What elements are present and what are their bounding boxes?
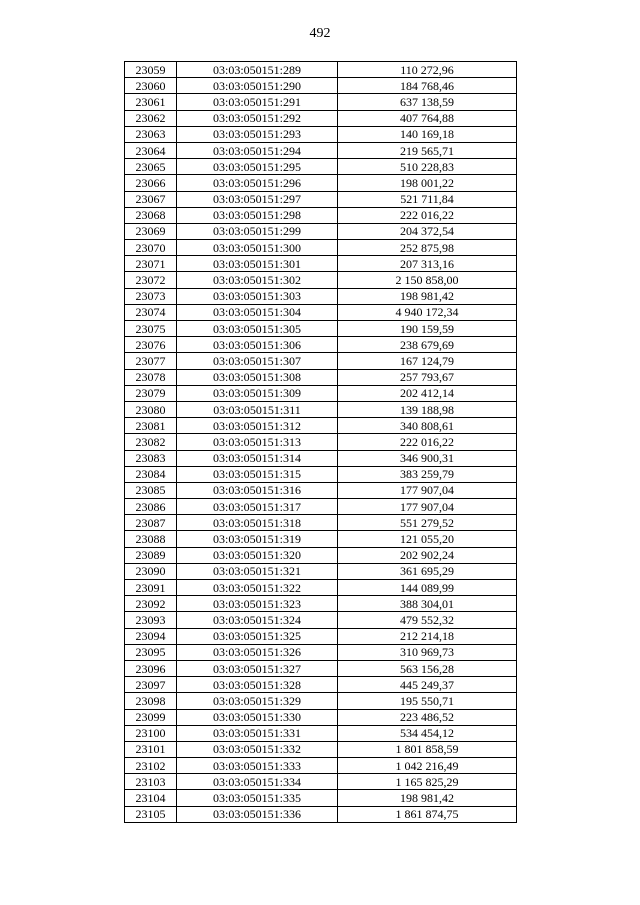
cadastral-value-cell: 4 940 172,34 [338, 304, 517, 320]
row-number-cell: 23083 [125, 450, 177, 466]
table-row [125, 304, 517, 320]
row-number-cell: 23065 [125, 159, 177, 175]
cadastral-number-cell: 03:03:050151:292 [177, 110, 338, 126]
table-row [125, 580, 517, 596]
cadastral-number-cell: 03:03:050151:327 [177, 660, 338, 676]
row-number-cell: 23103 [125, 774, 177, 790]
cadastral-number-cell: 03:03:050151:296 [177, 175, 338, 191]
table-row [125, 677, 517, 693]
cadastral-number-cell: 03:03:050151:295 [177, 159, 338, 175]
cadastral-number-cell: 03:03:050151:311 [177, 401, 338, 417]
row-number-cell: 23079 [125, 385, 177, 401]
row-number-cell: 23062 [125, 110, 177, 126]
table-row [125, 806, 517, 822]
cadastral-number-cell: 03:03:050151:317 [177, 499, 338, 515]
row-number-cell: 23060 [125, 78, 177, 94]
cadastral-number-cell: 03:03:050151:320 [177, 547, 338, 563]
cadastral-value-cell: 140 169,18 [338, 126, 517, 142]
cadastral-value-cell: 222 016,22 [338, 207, 517, 223]
cadastral-value-cell: 121 055,20 [338, 531, 517, 547]
row-number-cell: 23063 [125, 126, 177, 142]
row-number-cell: 23082 [125, 434, 177, 450]
cadastral-number-cell: 03:03:050151:332 [177, 741, 338, 757]
table-row [125, 741, 517, 757]
cadastral-value-cell: 204 372,54 [338, 223, 517, 239]
cadastral-number-cell: 03:03:050151:315 [177, 466, 338, 482]
row-number-cell: 23064 [125, 142, 177, 158]
cadastral-value-cell: 184 768,46 [338, 78, 517, 94]
row-number-cell: 23095 [125, 644, 177, 660]
table-row [125, 369, 517, 385]
table-row [125, 596, 517, 612]
table-row [125, 515, 517, 531]
cadastral-value-cell: 110 272,96 [338, 62, 517, 78]
cadastral-value-cell: 521 711,84 [338, 191, 517, 207]
cadastral-number-cell: 03:03:050151:313 [177, 434, 338, 450]
table-row [125, 401, 517, 417]
row-number-cell: 23069 [125, 223, 177, 239]
cadastral-value-cell: 177 907,04 [338, 482, 517, 498]
row-number-cell: 23071 [125, 256, 177, 272]
cadastral-value-cell: 198 981,42 [338, 288, 517, 304]
table-row [125, 126, 517, 142]
row-number-cell: 23104 [125, 790, 177, 806]
row-number-cell: 23070 [125, 240, 177, 256]
cadastral-value-cell: 198 001,22 [338, 175, 517, 191]
row-number-cell: 23059 [125, 62, 177, 78]
row-number-cell: 23100 [125, 725, 177, 741]
cadastral-number-cell: 03:03:050151:335 [177, 790, 338, 806]
table-row [125, 175, 517, 191]
cadastral-value-cell: 445 249,37 [338, 677, 517, 693]
cadastral-value-cell: 637 138,59 [338, 94, 517, 110]
cadastral-value-cell: 2 150 858,00 [338, 272, 517, 288]
cadastral-number-cell: 03:03:050151:330 [177, 709, 338, 725]
table-row [125, 644, 517, 660]
table-row [125, 774, 517, 790]
table-row [125, 94, 517, 110]
cadastral-value-cell: 238 679,69 [338, 337, 517, 353]
table-row [125, 240, 517, 256]
cadastral-number-cell: 03:03:050151:331 [177, 725, 338, 741]
table-row [125, 223, 517, 239]
cadastral-number-cell: 03:03:050151:324 [177, 612, 338, 628]
table-row [125, 499, 517, 515]
cadastral-number-cell: 03:03:050151:299 [177, 223, 338, 239]
cadastral-value-cell: 383 259,79 [338, 466, 517, 482]
table-row [125, 385, 517, 401]
cadastral-number-cell: 03:03:050151:289 [177, 62, 338, 78]
table-row [125, 159, 517, 175]
table-row [125, 612, 517, 628]
cadastral-number-cell: 03:03:050151:334 [177, 774, 338, 790]
table-row [125, 337, 517, 353]
cadastral-value-cell: 563 156,28 [338, 660, 517, 676]
cadastral-number-cell: 03:03:050151:333 [177, 758, 338, 774]
table-row [125, 288, 517, 304]
cadastral-number-cell: 03:03:050151:297 [177, 191, 338, 207]
cadastral-value-cell: 407 764,88 [338, 110, 517, 126]
table-row [125, 353, 517, 369]
row-number-cell: 23068 [125, 207, 177, 223]
cadastral-number-cell: 03:03:050151:314 [177, 450, 338, 466]
row-number-cell: 23075 [125, 321, 177, 337]
page-number: 492 [309, 26, 331, 41]
table-row [125, 547, 517, 563]
cadastral-number-cell: 03:03:050151:294 [177, 142, 338, 158]
row-number-cell: 23072 [125, 272, 177, 288]
row-number-cell: 23105 [125, 806, 177, 822]
row-number-cell: 23078 [125, 369, 177, 385]
cadastral-value-cell: 346 900,31 [338, 450, 517, 466]
row-number-cell: 23091 [125, 580, 177, 596]
row-number-cell: 23076 [125, 337, 177, 353]
row-number-cell: 23077 [125, 353, 177, 369]
cadastral-value-cell: 388 304,01 [338, 596, 517, 612]
row-number-cell: 23087 [125, 515, 177, 531]
cadastral-number-cell: 03:03:050151:326 [177, 644, 338, 660]
table-row [125, 531, 517, 547]
cadastral-value-cell: 198 981,42 [338, 790, 517, 806]
cadastral-value-cell: 212 214,18 [338, 628, 517, 644]
table-row [125, 725, 517, 741]
row-number-cell: 23094 [125, 628, 177, 644]
cadastral-value-cell: 207 313,16 [338, 256, 517, 272]
cadastral-number-cell: 03:03:050151:309 [177, 385, 338, 401]
cadastral-number-cell: 03:03:050151:312 [177, 418, 338, 434]
cadastral-value-cell: 310 969,73 [338, 644, 517, 660]
table-row [125, 321, 517, 337]
table-row [125, 660, 517, 676]
row-number-cell: 23066 [125, 175, 177, 191]
row-number-cell: 23067 [125, 191, 177, 207]
row-number-cell: 23074 [125, 304, 177, 320]
cadastral-value-cell: 177 907,04 [338, 499, 517, 515]
row-number-cell: 23086 [125, 499, 177, 515]
cadastral-value-cell: 534 454,12 [338, 725, 517, 741]
table-body [125, 62, 517, 823]
cadastral-number-cell: 03:03:050151:298 [177, 207, 338, 223]
cadastral-value-cell: 195 550,71 [338, 693, 517, 709]
cadastral-value-cell: 252 875,98 [338, 240, 517, 256]
row-number-cell: 23093 [125, 612, 177, 628]
table-row [125, 790, 517, 806]
cadastral-number-cell: 03:03:050151:303 [177, 288, 338, 304]
row-number-cell: 23098 [125, 693, 177, 709]
row-number-cell: 23073 [125, 288, 177, 304]
cadastral-number-cell: 03:03:050151:322 [177, 580, 338, 596]
row-number-cell: 23096 [125, 660, 177, 676]
table-row [125, 434, 517, 450]
cadastral-value-cell: 202 902,24 [338, 547, 517, 563]
table-row [125, 78, 517, 94]
cadastral-number-cell: 03:03:050151:328 [177, 677, 338, 693]
cadastral-number-cell: 03:03:050151:306 [177, 337, 338, 353]
table-row [125, 256, 517, 272]
cadastral-value-cell: 144 089,99 [338, 580, 517, 596]
cadastral-number-cell: 03:03:050151:291 [177, 94, 338, 110]
cadastral-number-cell: 03:03:050151:300 [177, 240, 338, 256]
cadastral-value-cell: 202 412,14 [338, 385, 517, 401]
cadastral-number-cell: 03:03:050151:318 [177, 515, 338, 531]
cadastral-number-cell: 03:03:050151:319 [177, 531, 338, 547]
cadastral-number-cell: 03:03:050151:302 [177, 272, 338, 288]
cadastral-value-table [124, 61, 517, 823]
cadastral-number-cell: 03:03:050151:301 [177, 256, 338, 272]
cadastral-number-cell: 03:03:050151:323 [177, 596, 338, 612]
cadastral-number-cell: 03:03:050151:305 [177, 321, 338, 337]
cadastral-number-cell: 03:03:050151:316 [177, 482, 338, 498]
cadastral-value-cell: 1 042 216,49 [338, 758, 517, 774]
cadastral-number-cell: 03:03:050151:321 [177, 563, 338, 579]
cadastral-value-cell: 219 565,71 [338, 142, 517, 158]
row-number-cell: 23099 [125, 709, 177, 725]
row-number-cell: 23061 [125, 94, 177, 110]
table-row [125, 207, 517, 223]
cadastral-value-cell: 340 808,61 [338, 418, 517, 434]
table-row [125, 62, 517, 78]
table-row [125, 482, 517, 498]
cadastral-number-cell: 03:03:050151:336 [177, 806, 338, 822]
row-number-cell: 23090 [125, 563, 177, 579]
row-number-cell: 23084 [125, 466, 177, 482]
table-row [125, 272, 517, 288]
cadastral-value-cell: 551 279,52 [338, 515, 517, 531]
row-number-cell: 23101 [125, 741, 177, 757]
row-number-cell: 23097 [125, 677, 177, 693]
cadastral-value-cell: 222 016,22 [338, 434, 517, 450]
table-row [125, 563, 517, 579]
row-number-cell: 23092 [125, 596, 177, 612]
cadastral-value-cell: 1 861 874,75 [338, 806, 517, 822]
table-row [125, 693, 517, 709]
cadastral-value-cell: 479 552,32 [338, 612, 517, 628]
row-number-cell: 23081 [125, 418, 177, 434]
cadastral-number-cell: 03:03:050151:290 [177, 78, 338, 94]
cadastral-number-cell: 03:03:050151:325 [177, 628, 338, 644]
row-number-cell: 23080 [125, 401, 177, 417]
table-row [125, 709, 517, 725]
cadastral-number-cell: 03:03:050151:307 [177, 353, 338, 369]
cadastral-value-cell: 361 695,29 [338, 563, 517, 579]
cadastral-value-cell: 257 793,67 [338, 369, 517, 385]
table-row [125, 450, 517, 466]
cadastral-value-cell: 139 188,98 [338, 401, 517, 417]
row-number-cell: 23102 [125, 758, 177, 774]
cadastral-value-cell: 510 228,83 [338, 159, 517, 175]
cadastral-value-cell: 190 159,59 [338, 321, 517, 337]
row-number-cell: 23089 [125, 547, 177, 563]
table-row [125, 110, 517, 126]
table-row [125, 142, 517, 158]
table-row [125, 466, 517, 482]
cadastral-value-cell: 1 165 825,29 [338, 774, 517, 790]
cadastral-number-cell: 03:03:050151:304 [177, 304, 338, 320]
row-number-cell: 23085 [125, 482, 177, 498]
cadastral-number-cell: 03:03:050151:293 [177, 126, 338, 142]
cadastral-value-cell: 167 124,79 [338, 353, 517, 369]
table-row [125, 418, 517, 434]
table-row [125, 628, 517, 644]
table-row [125, 758, 517, 774]
cadastral-value-cell: 223 486,52 [338, 709, 517, 725]
cadastral-number-cell: 03:03:050151:329 [177, 693, 338, 709]
cadastral-value-cell: 1 801 858,59 [338, 741, 517, 757]
row-number-cell: 23088 [125, 531, 177, 547]
table-row [125, 191, 517, 207]
cadastral-number-cell: 03:03:050151:308 [177, 369, 338, 385]
